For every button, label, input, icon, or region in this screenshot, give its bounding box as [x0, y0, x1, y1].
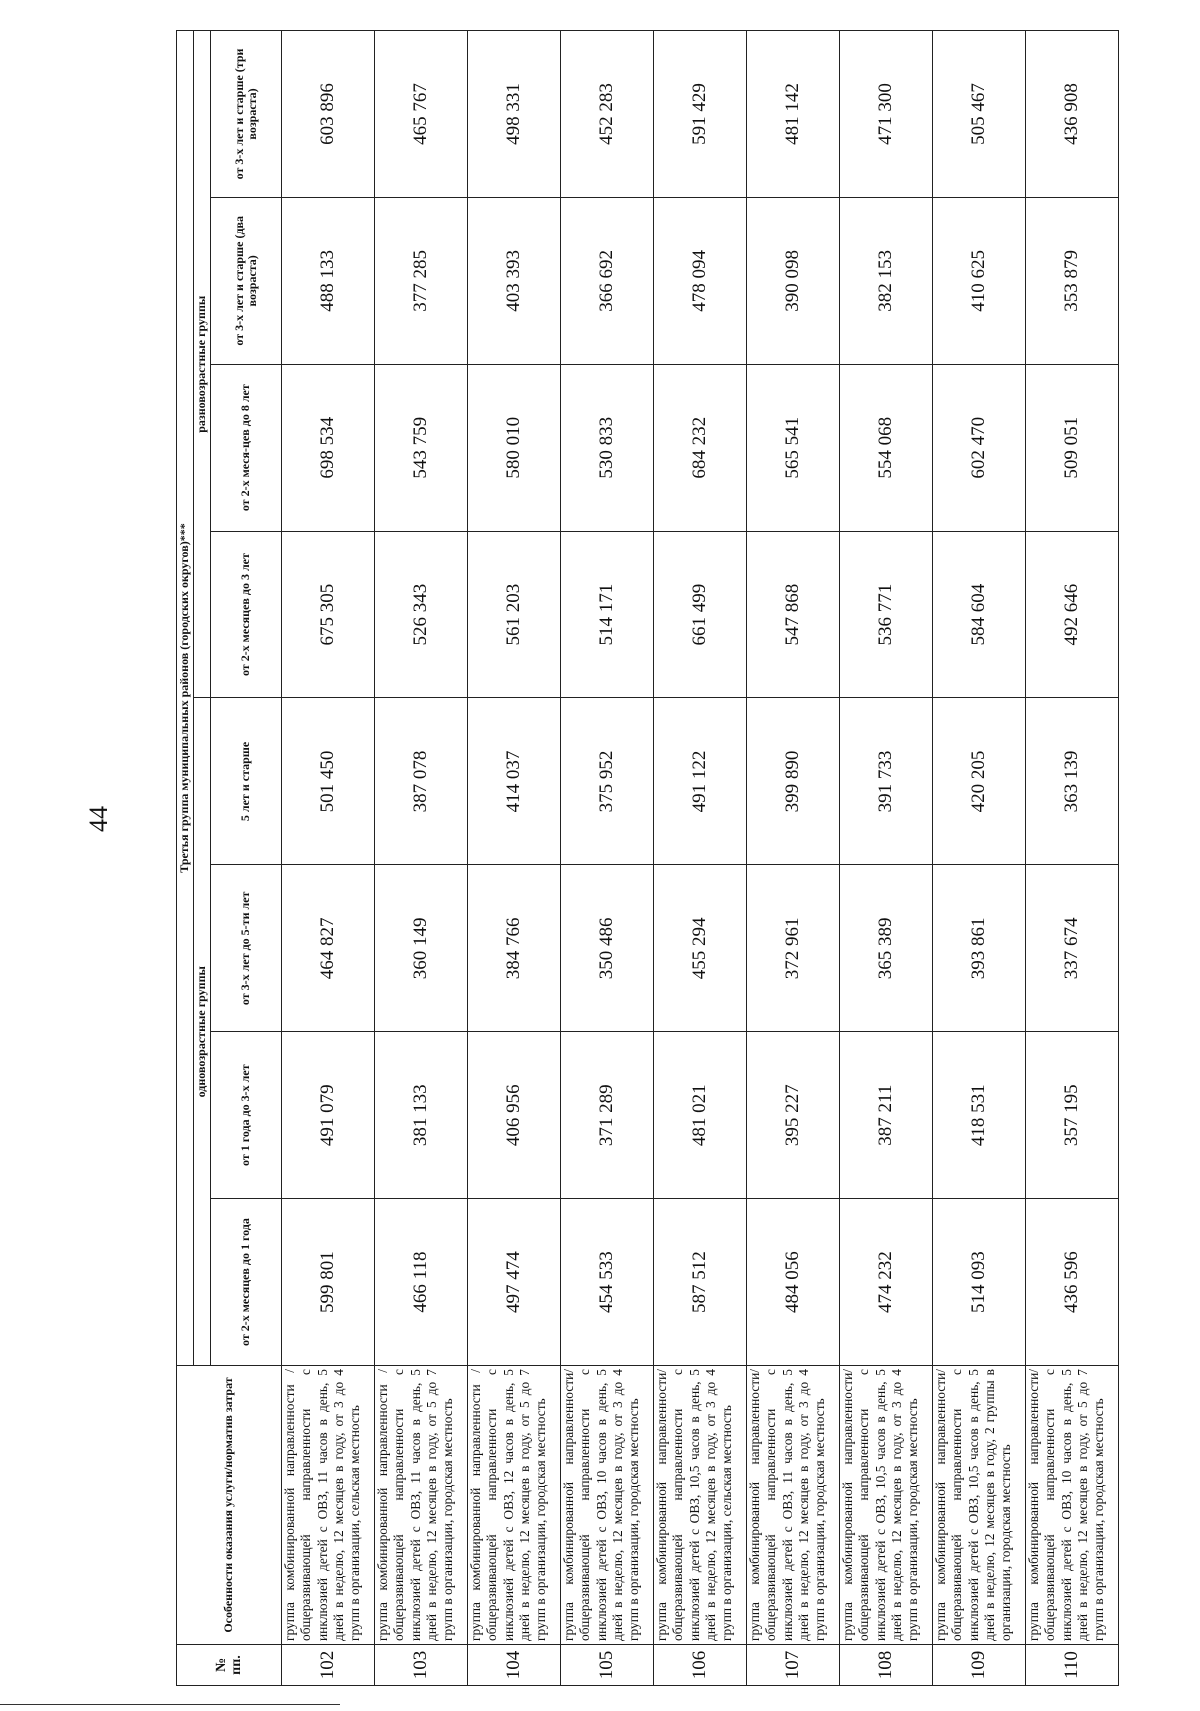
- row-description: группа комбинированной направленности/ общеразвивающей направленности с инклюзией детей с ОВЗ, 10,5 часов в день, 5 дней в неделю, 12 месяцев в году, 2 группы в организации, городская местность: [933, 1366, 1026, 1645]
- table-cell: 474 232: [840, 1199, 933, 1366]
- table-cell: 382 153: [840, 197, 933, 364]
- table-row: [282, 31, 375, 1686]
- header-col-1y-3y: от 1 года до 3-х лет: [211, 1032, 282, 1199]
- table-cell: 514 171: [561, 531, 654, 698]
- page-number: 44: [84, 806, 113, 832]
- table-cell: 366 692: [561, 197, 654, 364]
- table-cell: 497 474: [468, 1199, 561, 1366]
- table-cell: 391 733: [840, 698, 933, 865]
- table-cell: 377 285: [375, 197, 468, 364]
- table-cell: 526 343: [375, 531, 468, 698]
- table-cell: 554 068: [840, 364, 933, 531]
- table-cell: 478 094: [654, 197, 747, 364]
- table-cell: 484 056: [747, 1199, 840, 1366]
- table-cell: 375 952: [561, 698, 654, 865]
- table-cell: 410 625: [933, 197, 1026, 364]
- header-col-mixed-3y-three-ages: от 3-х лет и старше (три возраста): [211, 31, 282, 198]
- table-cell: 393 861: [933, 865, 1026, 1032]
- table-cell: 565 541: [747, 364, 840, 531]
- table-row: [840, 31, 933, 1686]
- table-row: [654, 31, 747, 1686]
- table-row: [468, 31, 561, 1686]
- table-cell: 387 078: [375, 698, 468, 865]
- table-cell: 536 771: [840, 531, 933, 698]
- header-col-3y-5y: от 3-х лет до 5-ти лет: [211, 865, 282, 1032]
- table-cell: 384 766: [468, 865, 561, 1032]
- header-municipal-group: Третья группа муниципальных районов (городских округов)***: [177, 31, 194, 1366]
- table-cell: 350 486: [561, 865, 654, 1032]
- table-cell: 418 531: [933, 1032, 1026, 1199]
- header-description: Особенности оказания услуги/норматив затрат: [177, 1366, 282, 1645]
- row-description: группа комбинированной направленности/ общеразвивающей направленности с инклюзией детей с ОВЗ, 10,5 часов в день, 5 дней в неделю, 12 месяцев в году, от 3 до 4 групп в организации, сельская местность: [654, 1366, 747, 1645]
- table-cell: 501 450: [282, 698, 375, 865]
- row-description: группа комбинированной направленности/ общеразвивающей направленности с инклюзией детей с ОВЗ, 11 часов в день, 5 дней в неделю, 12 месяцев в году, от 3 до 4 групп в организации, городская местность: [747, 1366, 840, 1645]
- table-cell: 436 908: [1026, 31, 1119, 198]
- table-cell: 372 961: [747, 865, 840, 1032]
- table-cell: 395 227: [747, 1032, 840, 1199]
- header-col-mixed-3y-two-ages: от 3-х лет и старше (два возраста): [211, 197, 282, 364]
- table-cell: 387 211: [840, 1032, 933, 1199]
- table-cell: 414 037: [468, 698, 561, 865]
- table-cell: 464 827: [282, 865, 375, 1032]
- table-cell: 514 093: [933, 1199, 1026, 1366]
- table-cell: 498 331: [468, 31, 561, 198]
- table-cell: 360 149: [375, 865, 468, 1032]
- table-cell: 403 393: [468, 197, 561, 364]
- row-description: группа комбинированной направленности / общеразвивающей направленности с инклюзией детей с ОВЗ, 12 часов в день, 5 дней в неделю, 12 месяцев в году, от 5 до 7 групп в организации, городская местность: [468, 1366, 561, 1645]
- table-cell: 365 389: [840, 865, 933, 1032]
- header-col-5y-plus: 5 лет и старше: [211, 698, 282, 865]
- row-number: 110: [1026, 1645, 1119, 1686]
- table-row: [375, 31, 468, 1686]
- header-multi-age-groups: разновозрастные группы: [194, 31, 211, 699]
- table-cell: 491 122: [654, 698, 747, 865]
- table-cell: 406 956: [468, 1032, 561, 1199]
- cost-norms-table: [176, 30, 1119, 1686]
- row-description: группа комбинированной направленности / общеразвивающей направленности с инклюзией детей с ОВЗ, 11 часов в день, 5 дней в неделю, 12 месяцев в году, от 5 до 7 групп в организации, городская местность: [375, 1366, 468, 1645]
- table-cell: 471 300: [840, 31, 933, 198]
- table-cell: 591 429: [654, 31, 747, 198]
- table-cell: 363 139: [1026, 698, 1119, 865]
- table-cell: 481 142: [747, 31, 840, 198]
- table-cell: 491 079: [282, 1032, 375, 1199]
- table-cell: 436 596: [1026, 1199, 1119, 1366]
- row-number: 107: [747, 1645, 840, 1686]
- table-cell: 465 767: [375, 31, 468, 198]
- header-col-mixed-2m-3y: от 2-х месяцев до 3 лет: [211, 531, 282, 698]
- table-cell: 454 533: [561, 1199, 654, 1366]
- table-cell: 452 283: [561, 31, 654, 198]
- row-number: 108: [840, 1645, 933, 1686]
- table-cell: 599 801: [282, 1199, 375, 1366]
- table-row: [933, 31, 1026, 1686]
- table-cell: 420 205: [933, 698, 1026, 865]
- table-cell: 353 879: [1026, 197, 1119, 364]
- table-cell: 584 604: [933, 531, 1026, 698]
- table-cell: 509 051: [1026, 364, 1119, 531]
- header-col-mixed-2m-8y: от 2-х меся-цев до 8 лет: [211, 364, 282, 531]
- table-cell: 547 868: [747, 531, 840, 698]
- table-cell: 492 646: [1026, 531, 1119, 698]
- scan-edge-line: [0, 1704, 340, 1705]
- row-description: группа комбинированной направленности/ общеразвивающей направленности с инклюзией детей с ОВЗ, 10 часов в день, 5 дней в неделю, 12 месяцев в году, от 5 до 7 групп в организации, городская местность: [1026, 1366, 1119, 1645]
- table-cell: 357 195: [1026, 1032, 1119, 1199]
- row-number: 106: [654, 1645, 747, 1686]
- table-cell: 587 512: [654, 1199, 747, 1366]
- row-number: 109: [933, 1645, 1026, 1686]
- table-cell: 399 890: [747, 698, 840, 865]
- row-description: группа комбинированной направленности/ общеразвивающей направленности с инклюзией детей с ОВЗ, 10,5 часов в день, 5 дней в неделю, 12 месяцев в году, от 3 до 4 групп в организации, городская местность: [840, 1366, 933, 1645]
- table-cell: 505 467: [933, 31, 1026, 198]
- table-cell: 390 098: [747, 197, 840, 364]
- table-cell: 381 133: [375, 1032, 468, 1199]
- table-cell: 684 232: [654, 364, 747, 531]
- table-cell: 675 305: [282, 531, 375, 698]
- table-cell: 543 759: [375, 364, 468, 531]
- row-number: 104: [468, 1645, 561, 1686]
- header-col-2m-1y: от 2-х месяцев до 1 года: [211, 1199, 282, 1366]
- table-cell: 580 010: [468, 364, 561, 531]
- table-cell: 481 021: [654, 1032, 747, 1199]
- row-description: группа комбинированной направленности / общеразвивающей направленности с инклюзией детей с ОВЗ, 11 часов в день, 5 дней в неделю, 12 месяцев в году, от 3 до 4 групп в организации, сельская местность: [282, 1366, 375, 1645]
- table-cell: 602 470: [933, 364, 1026, 531]
- header-single-age-groups: одновозрастные группы: [194, 698, 211, 1366]
- row-number: 102: [282, 1645, 375, 1686]
- row-number: 105: [561, 1645, 654, 1686]
- row-description: группа комбинированной направленности/ общеразвивающей направленности с инклюзией детей с ОВЗ, 10 часов в день, 5 дней в неделю, 12 месяцев в году, от 3 до 4 групп в организации, городская местность: [561, 1366, 654, 1645]
- row-number: 103: [375, 1645, 468, 1686]
- table-cell: 698 534: [282, 364, 375, 531]
- table-row: [747, 31, 840, 1686]
- table-cell: 661 499: [654, 531, 747, 698]
- table-cell: 561 203: [468, 531, 561, 698]
- table-cell: 337 674: [1026, 865, 1119, 1032]
- table-cell: 455 294: [654, 865, 747, 1032]
- table-cell: 371 289: [561, 1032, 654, 1199]
- table-row: [1026, 31, 1119, 1686]
- table-cell: 603 896: [282, 31, 375, 198]
- table-cell: 488 133: [282, 197, 375, 364]
- rotated-table-wrapper: [176, 30, 1106, 1686]
- header-number: № пп.: [177, 1645, 282, 1686]
- table-cell: 466 118: [375, 1199, 468, 1366]
- table-cell: 530 833: [561, 364, 654, 531]
- table-row: [561, 31, 654, 1686]
